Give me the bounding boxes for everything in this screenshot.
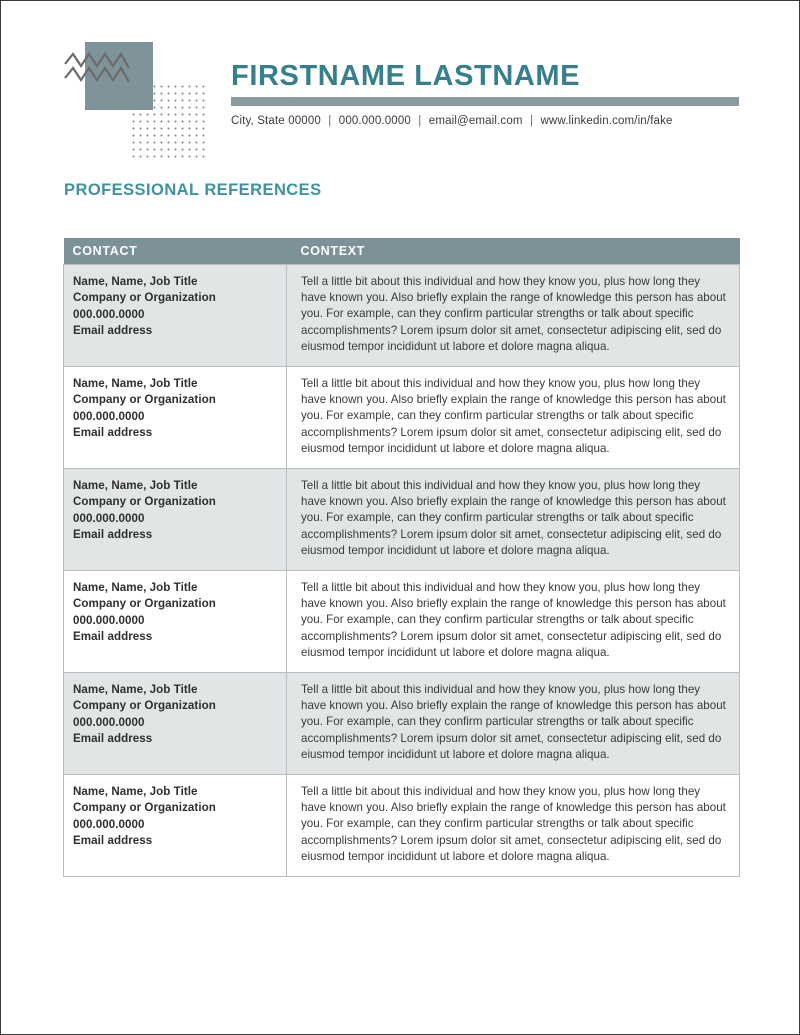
contact-lines — [73, 784, 276, 850]
reference-phone: 000.000.0000 — [73, 409, 145, 423]
reference-name-title: Name, Name, Job Title — [73, 479, 198, 493]
reference-context-text: Tell a little bit about this individual and how they know you, plus how long they have known you. Also briefly explain the range of knowledge this person has about you. For example, can they confirm particular strengths or talk about specific accomplishments? Lorem ipsum dolor sit amet, consectetur adipiscing elit, sed do eiusmod tempor incididunt ut labore et dolore magna aliqua. — [301, 683, 726, 761]
reference-name-title: Name, Name, Job Title — [73, 581, 198, 595]
reference-organization: Company or Organization — [73, 597, 216, 611]
reference-context-cell — [287, 265, 740, 367]
reference-contact-cell — [64, 469, 287, 571]
reference-context-cell — [287, 367, 740, 469]
reference-organization: Company or Organization — [73, 495, 216, 509]
reference-email: Email address — [73, 528, 153, 542]
column-header-contact: CONTACT — [64, 238, 287, 265]
contact-lines — [73, 478, 276, 544]
section-heading: PROFESSIONAL REFERENCES — [64, 181, 322, 199]
references-table — [63, 238, 740, 877]
table-row — [64, 367, 740, 469]
reference-email: Email address — [73, 630, 153, 644]
reference-context-text: Tell a little bit about this individual and how they know you, plus how long they have known you. Also briefly explain the range of knowledge this person has about you. For example, can they confirm particular strengths or talk about specific accomplishments? Lorem ipsum dolor sit amet, consectetur adipiscing elit, sed do eiusmod tempor incididunt ut labore et dolore magna aliqua. — [301, 275, 726, 353]
reference-name-title: Name, Name, Job Title — [73, 275, 198, 288]
table-header-row — [64, 238, 740, 265]
table-row — [64, 571, 740, 673]
contact-separator-1: | — [328, 115, 332, 127]
reference-organization: Company or Organization — [73, 291, 216, 305]
reference-contact-cell — [64, 265, 287, 367]
double-zigzag-line — [63, 50, 183, 90]
reference-contact-cell — [64, 571, 287, 673]
contact-lines — [73, 376, 276, 442]
table-row — [64, 265, 740, 367]
reference-name-title: Name, Name, Job Title — [73, 377, 198, 391]
dot-grid-pattern — [129, 82, 205, 158]
reference-email: Email address — [73, 834, 153, 848]
reference-contact-cell — [64, 775, 287, 877]
contact-separator-2: | — [418, 115, 422, 127]
reference-context-text: Tell a little bit about this individual and how they know you, plus how long they have known you. Also briefly explain the range of knowledge this person has about you. For example, can they confirm particular strengths or talk about specific accomplishments? Lorem ipsum dolor sit amet, consectetur adipiscing elit, sed do eiusmod tempor incididunt ut labore et dolore magna aliqua. — [301, 581, 726, 659]
reference-context-cell — [287, 469, 740, 571]
reference-organization: Company or Organization — [73, 393, 216, 407]
contact-location: City, State 00000 — [231, 115, 321, 127]
reference-phone: 000.000.0000 — [73, 817, 145, 831]
reference-name-title: Name, Name, Job Title — [73, 683, 198, 697]
table-row — [64, 775, 740, 877]
contact-lines — [73, 274, 276, 340]
page-title: FIRSTNAME LASTNAME — [231, 60, 581, 92]
reference-organization: Company or Organization — [73, 699, 216, 713]
contact-linkedin[interactable]: www.linkedin.com/in/fake — [540, 115, 673, 127]
reference-context-text: Tell a little bit about this individual and how they know you, plus how long they have known you. Also briefly explain the range of knowledge this person has about you. For example, can they confirm particular strengths or talk about specific accomplishments? Lorem ipsum dolor sit amet, consectetur adipiscing elit, sed do eiusmod tempor incididunt ut labore et dolore magna aliqua. — [301, 377, 726, 455]
reference-email: Email address — [73, 426, 153, 440]
contact-separator-3: | — [529, 115, 534, 127]
column-header-context: CONTEXT — [287, 238, 740, 265]
reference-phone: 000.000.0000 — [73, 511, 145, 525]
reference-phone: 000.000.0000 — [73, 715, 145, 729]
reference-context-cell — [287, 775, 740, 877]
contact-lines — [73, 580, 276, 646]
reference-phone: 000.000.0000 — [73, 307, 145, 321]
reference-context-cell — [287, 571, 740, 673]
table-row — [64, 469, 740, 571]
reference-phone: 000.000.0000 — [73, 613, 145, 627]
table-row — [64, 673, 740, 775]
table-header — [64, 238, 740, 265]
header-decoration — [63, 31, 223, 161]
reference-context-cell — [287, 673, 740, 775]
reference-organization: Company or Organization — [73, 801, 216, 815]
table-body — [64, 265, 740, 877]
reference-email: Email address — [73, 324, 153, 338]
title-rule — [231, 97, 739, 106]
reference-context-text: Tell a little bit about this individual and how they know you, plus how long they have known you. Also briefly explain the range of knowledge this person has about you. For example, can they confirm particular strengths or talk about specific accomplishments? Lorem ipsum dolor sit amet, consectetur adipiscing elit, sed do eiusmod tempor incididunt ut labore et dolore magna aliqua. — [301, 785, 726, 863]
contact-line — [231, 115, 741, 127]
contact-lines — [73, 682, 276, 748]
name-block — [231, 59, 741, 127]
contact-email[interactable]: email@email.com — [428, 115, 523, 127]
reference-contact-cell — [64, 367, 287, 469]
contact-phone: 000.000.0000 — [338, 115, 411, 127]
reference-contact-cell — [64, 673, 287, 775]
reference-email: Email address — [73, 732, 153, 746]
reference-context-text: Tell a little bit about this individual and how they know you, plus how long they have known you. Also briefly explain the range of knowledge this person has about you. For example, can they confirm particular strengths or talk about specific accomplishments? Lorem ipsum dolor sit amet, consectetur adipiscing elit, sed do eiusmod tempor incididunt ut labore et dolore magna aliqua. — [301, 479, 726, 557]
reference-name-title: Name, Name, Job Title — [73, 785, 198, 799]
